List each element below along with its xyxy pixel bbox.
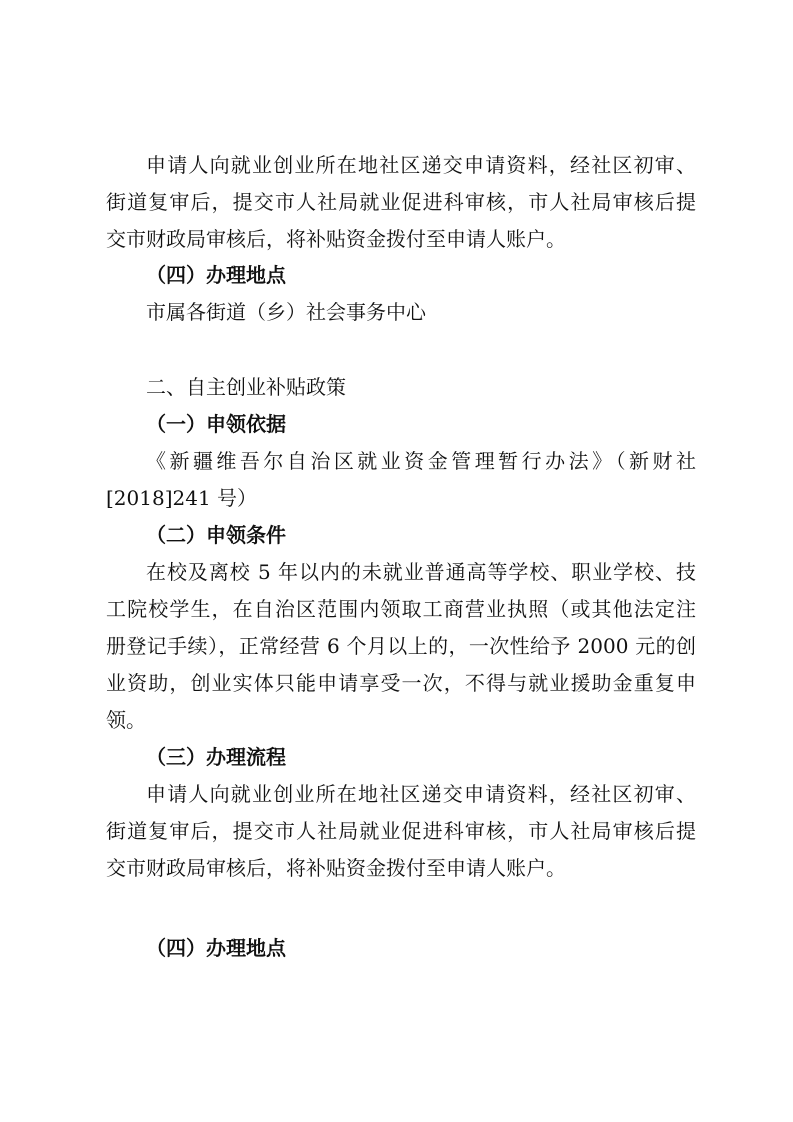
paragraph-line: 申请人向就业创业所在地社区递交申请资料，经社区初审、 [146,782,696,806]
paragraph-line: 册登记手续），正常经营 6 个月以上的，一次性给予 2000 元的创 [106,634,696,658]
subheading-location: （四）办理地点 [146,936,286,960]
paragraph-line: 业资助，创业实体只能申请享受一次，不得与就业援助金重复申 [106,671,696,695]
paragraph-line: 领。 [106,708,146,732]
subheading-process: （三）办理流程 [146,745,286,769]
paragraph-line: [2018]241 号） [106,486,258,510]
section-title: 二、自主创业补贴政策 [146,375,346,399]
paragraph-line: 在校及离校 5 年以内的未就业普通高等学校、职业学校、技 [146,560,696,584]
subheading-conditions: （二）申领条件 [146,523,286,547]
paragraph-line: 交市财政局审核后，将补贴资金拨付至申请人账户。 [106,856,566,880]
paragraph-line: 街道复审后，提交市人社局就业促进科审核，市人社局审核后提 [106,190,696,214]
paragraph-line: 《新疆维吾尔自治区就业资金管理暂行办法》（新财社 [146,449,696,473]
subheading-location: （四）办理地点 [146,263,286,287]
paragraph-line: 申请人向就业创业所在地社区递交申请资料，经社区初审、 [146,153,696,177]
location-text: 市属各街道（乡）社会事务中心 [146,300,426,324]
paragraph-line: 街道复审后，提交市人社局就业促进科审核，市人社局审核后提 [106,819,696,843]
paragraph-line: 交市财政局审核后，将补贴资金拨付至申请人账户。 [106,227,566,251]
paragraph-line: 工院校学生，在自治区范围内领取工商营业执照（或其他法定注 [106,597,696,621]
subheading-basis: （一）申领依据 [146,412,286,436]
